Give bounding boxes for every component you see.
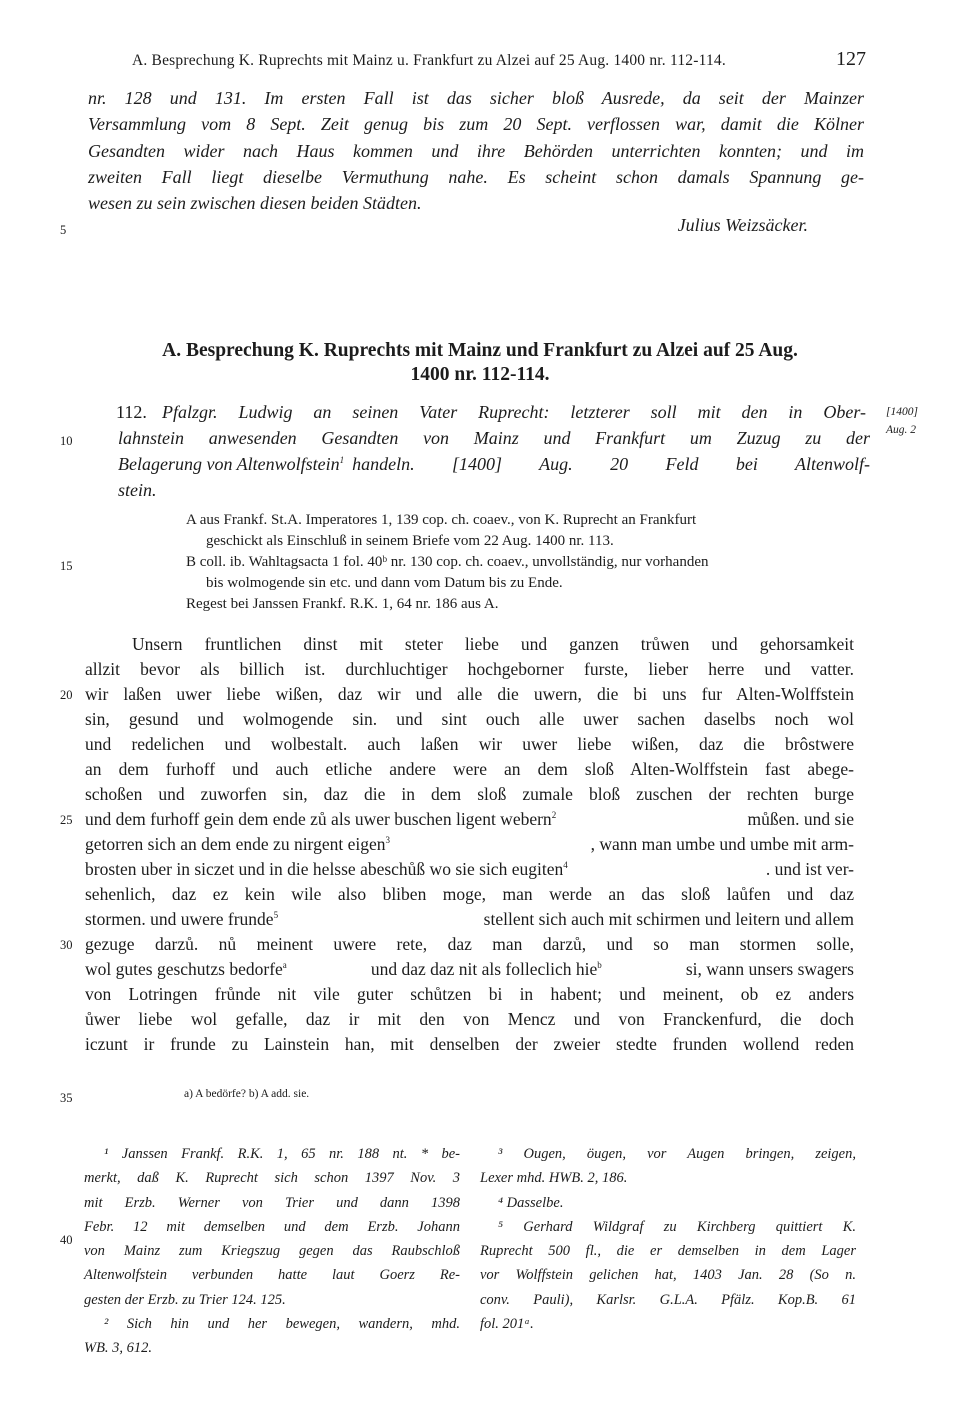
text-segment: . und ist ver- (765, 859, 854, 879)
page-number: 127 (836, 48, 866, 70)
text-line: sin, gesund und wolmogende sin. und sint ouch alle uwer sachen daselbs noch wol (85, 709, 854, 729)
margin-date: Aug. 2 (886, 424, 917, 436)
intro-line: nr. 128 und 131. Im ersten Fall ist das sicher bloß Ausrede, da seit der Mainzer (88, 88, 864, 108)
margin-date: [1400] (886, 406, 918, 418)
text-segment: getorren sich an dem ende zu nirgent eigen$^3$ (85, 834, 390, 854)
intro-line: Versammlung vom 8 Sept. Zeit genug bis zum 20 Sept. verflossen war, damit die Kölner (88, 114, 864, 134)
footnote-line: ¹ Janssen Frankf. R.K. 1, 65 nr. 188 nt. * be- (104, 1146, 460, 1162)
intro-line: zweiten Fall liegt dieselbe Vermuthung nahe. Es scheint schon damals Spannung ge- (88, 167, 864, 187)
text-line: iczunt ir frunde zu Lainstein han, mit denselben der zweier stedte frunden wollend reden (85, 1034, 854, 1054)
intro-line: Gesandten wider nach Haus kommen und ihre Behörden unterrichten konnten; und im (88, 141, 864, 161)
running-title: A. Besprechung K. Ruprechts mit Mainz u. Frankfurt zu Alzei auf 25 Aug. 1400 nr. 112-114. (132, 52, 726, 69)
footnote-mark: 1 (339, 455, 345, 465)
footnote-mark: 5 (273, 910, 279, 921)
line-number: 40 (60, 1233, 73, 1247)
footnote-line: fol. 201ᵃ. (480, 1316, 534, 1333)
signature: Julius Weizsäcker. (677, 215, 808, 235)
regest-segment: handeln. [1400] Aug. 20 Feld bei Altenwolf- (352, 454, 870, 474)
text-line (85, 834, 854, 855)
text-segment: und dem furhoff gein dem ende zů als uwer buschen ligent webern$^2$ (85, 809, 557, 829)
source-line: Regest bei Janssen Frankf. R.K. 1, 64 nr. 186 aus A. (186, 596, 499, 612)
footnote-line: ⁵ Gerhard Wildgraf zu Kirchberg quittiert K. (498, 1218, 856, 1235)
text-line: sehenlich, daz ez kein wile also bliben moge, man werde an das sloß laůfen und daz (85, 884, 854, 904)
text-line: allzit bevor als billich ist. durchluchtiger hochgeborner furste, lieber herre und vatter. (85, 659, 854, 679)
text-segment: brosten uber in siczet und in die helsse abeschůß wo sie sich eugiten$^4$ (85, 859, 568, 879)
text-line: wir laßen uwer liebe wißen, daz wir und alle die uwern, die bi uns fur Alten-Wolffstein (85, 684, 854, 704)
source-line: bis wolmogende sin etc. und dann vom Datum bis zu Ende. (206, 575, 563, 591)
line-number: 30 (60, 938, 73, 952)
footnote-line: WB. 3, 612. (84, 1340, 153, 1357)
line-number: 35 (60, 1091, 73, 1105)
text-line: gezuge darzů. nů meinent uwere rete, daz man darzů, und so man stormen solle, (85, 934, 854, 954)
regest-line: Pfalzgr. Ludwig an seinen Vater Ruprecht: letzterer soll mit den in Ober- (162, 402, 866, 422)
source-line: A aus Frankf. St.A. Imperatores 1, 139 cop. ch. coaev., von K. Ruprecht an Frankfurt (186, 512, 697, 528)
footnote-mark: 2 (551, 810, 557, 821)
line-number: 10 (60, 434, 73, 448)
text-line: Unsern fruntlichen dinst mit steter liebe und ganzen trůwen und gehorsamkeit (132, 634, 854, 654)
source-line: geschickt als Einschluß in seinem Briefe vom 22 Aug. 1400 nr. 113. (206, 533, 614, 549)
regest-line-3 (118, 454, 870, 475)
text-segment: , wann man umbe und umbe mit arm- (590, 834, 854, 854)
regest-line: stein. (118, 480, 157, 500)
footnote-line: conv. Pauli), Karlsr. G.L.A. Pfälz. Kop.B. 61 (480, 1291, 856, 1308)
footnote-line: Febr. 12 mit demselben und dem Erzb. Johann (84, 1218, 460, 1235)
text-line: schoßen und zuworfen sin, daz die in dem sloß zumale bloß zuschen der rechten burge (85, 784, 854, 804)
footnote-line: gesten der Erzb. zu Trier 124. 125. (84, 1291, 286, 1308)
text-line: von Lotringen frůnde nit vile guter schůtzen bi in habent; und meinent, ob ez anders (85, 984, 854, 1004)
footnote-line: Lexer mhd. HWB. 2, 186. (480, 1170, 628, 1187)
document-number: 112. (116, 402, 147, 422)
source-line: B coll. ib. Wahltagsacta 1 fol. 40ᵇ nr. 130 cop. ch. coaev., unvollständig, nur vorhanden (186, 554, 709, 570)
text-line: an dem furhoff und auch etliche andere were an dem sloß Alten-Wolffstein fast abege- (85, 759, 854, 779)
footnotes-right (480, 1142, 856, 1336)
text-line: und redelichen und wolbestalt. auch laßen wir uwer liebe wißen, daz die brôstwere (85, 734, 854, 754)
footnote-mark: 4 (563, 860, 568, 871)
footnotes-left (84, 1142, 460, 1361)
text-segment: můßen. und sie (747, 809, 854, 829)
section-title: A. Besprechung K. Ruprechts mit Mainz und Frankfurt zu Alzei auf 25 Aug. (162, 340, 798, 361)
footnote-line: Ruprecht 500 fl., die er demselben in dem Lager (480, 1243, 856, 1260)
footnote-line: Altenwolfstein verbunden hatte laut Goerz Re- (84, 1267, 460, 1284)
text-line: ůwer liebe wol gefalle, daz ir mit den von Mencz und von Franckenfurd, die doch (85, 1009, 854, 1029)
text-segment: und daz daz nit als folleclich hie$^b$ (370, 959, 602, 979)
text-segment: stellent sich auch mit schirmen und leitern und allem (483, 909, 854, 929)
footnote-mark: 3 (385, 835, 390, 846)
variant-mark: b (597, 960, 602, 971)
variant-note: a) A bedörfe? b) A add. sie. (184, 1088, 310, 1100)
text-segment: wol gutes geschutzs bedorfe$^a$ (85, 959, 287, 979)
footnote-line: mit Erzb. Werner von Trier und dann 1398 (84, 1194, 460, 1211)
text-segment: stormen. und uwere frunde$^5$ (85, 909, 279, 929)
line-number: 20 (60, 688, 73, 702)
variant-mark: a (282, 960, 287, 971)
text-segment: si, wann unsers swagers (685, 959, 854, 979)
intro-line: wesen zu sein zwischen diesen beiden Städten. (88, 193, 422, 213)
footnote-line: von Mainz zum Kriegszug gegen das Raubschloß (84, 1243, 460, 1260)
text-line (85, 959, 854, 980)
footnote-line: ² Sich hin und her bewegen, wandern, mhd. (104, 1316, 460, 1333)
regest-line: lahnstein anwesenden Gesandten von Mainz und Frankfurt um Zuzug zu der (118, 428, 870, 448)
footnote-line: merkt, daß K. Ruprecht sich schon 1397 Nov. 3 (84, 1170, 460, 1187)
line-number: 25 (60, 813, 73, 827)
regest-segment: Belagerung von Altenwolfstein$^1$ (118, 454, 345, 474)
footnote-line: ⁴ Dasselbe. (498, 1194, 564, 1211)
line-number: 5 (60, 223, 67, 237)
line-number: 15 (60, 559, 73, 573)
section-title-line2: 1400 nr. 112-114. (410, 364, 550, 385)
footnote-line: vor Wolffstein gelichen hat, 1403 Jan. 28 (So n. (480, 1267, 856, 1284)
footnote-line: ³ Ougen, öugen, vor Augen bringen, zeigen, (498, 1146, 856, 1162)
text-line (85, 909, 854, 930)
text-line (85, 809, 854, 830)
text-line (85, 859, 854, 880)
